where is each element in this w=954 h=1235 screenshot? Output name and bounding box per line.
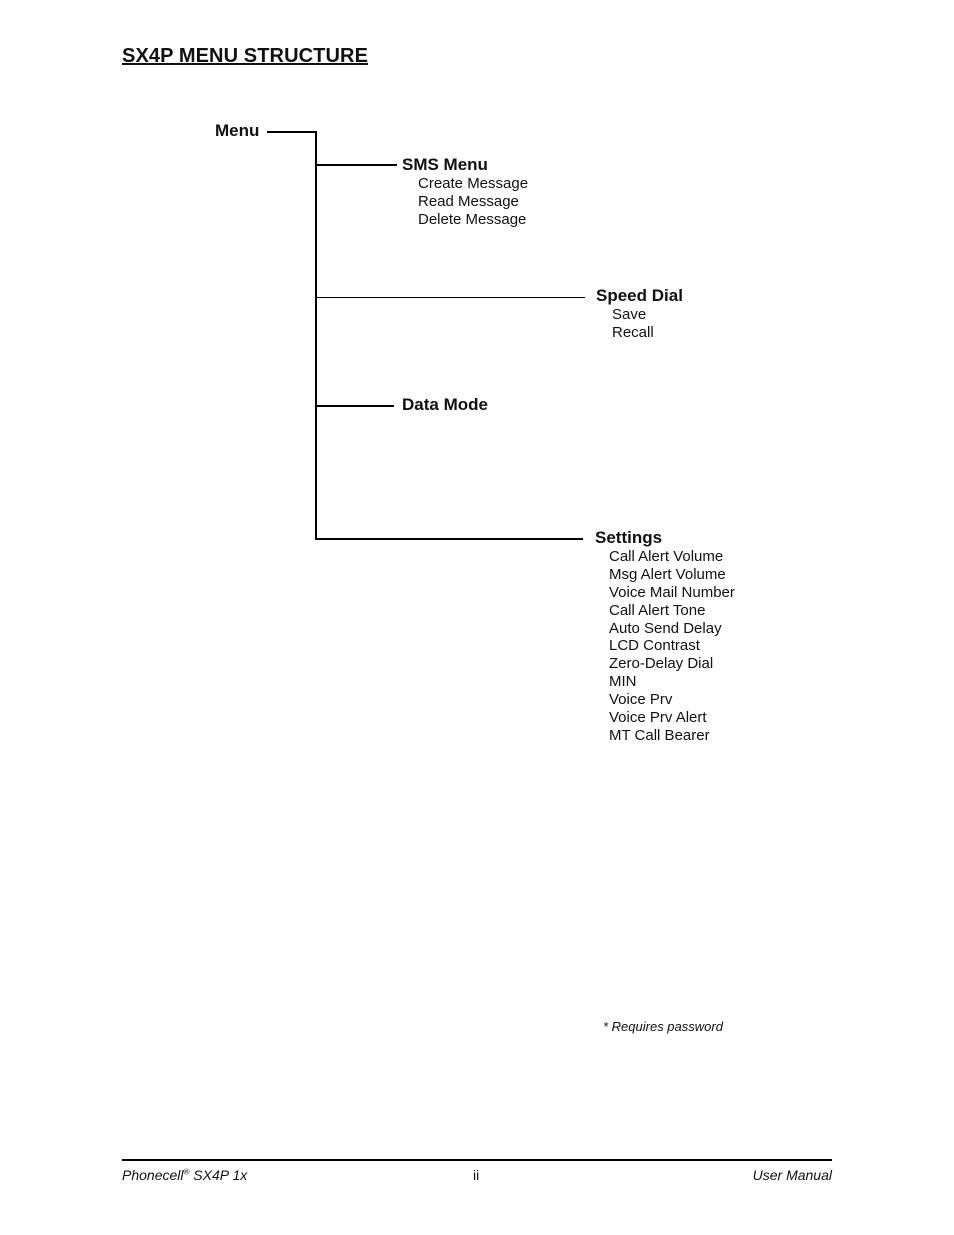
list-item: Recall: [612, 323, 654, 341]
list-item: Read Message: [418, 192, 519, 210]
sms-menu-items: [418, 175, 528, 229]
list-item: Voice Prv: [609, 691, 673, 709]
tree-connector-sms-menu: [315, 164, 397, 166]
tree-connector-speed-dial: [315, 297, 585, 298]
registered-mark: ®: [183, 1167, 190, 1177]
footer-product-name: Phonecell: [122, 1167, 184, 1183]
settings-items: [609, 548, 735, 745]
list-item: Msg Alert Volume: [609, 565, 726, 583]
list-item: MIN: [609, 673, 637, 691]
footer-rule: [122, 1159, 832, 1161]
tree-node-sms-menu: SMS Menu: [402, 155, 488, 174]
footer-document-name: User Manual: [752, 1167, 832, 1183]
tree-connector-settings: [315, 538, 583, 540]
page-title: SX4P MENU STRUCTURE: [122, 45, 369, 67]
list-item: Auto Send Delay: [609, 619, 722, 637]
list-item: Voice Mail Number: [609, 583, 735, 601]
footer-page-number: ii: [473, 1167, 480, 1183]
tree-connector-data-mode: [315, 405, 394, 407]
tree-node-settings: Settings: [595, 528, 663, 547]
list-item: Zero-Delay Dial: [609, 655, 714, 673]
list-item: Voice Prv Alert: [609, 709, 707, 727]
list-item: Delete Message: [418, 210, 527, 228]
speed-dial-items: [612, 306, 654, 342]
footer-model: SX4P 1x: [189, 1167, 248, 1183]
footer-product: [122, 1167, 247, 1183]
tree-connector-root: [267, 131, 317, 133]
tree-root-menu: Menu: [215, 121, 260, 140]
list-item: Call Alert Tone: [609, 601, 706, 619]
list-item: MT Call Bearer: [609, 726, 710, 744]
tree-trunk: [315, 131, 317, 540]
list-item: Call Alert Volume: [609, 548, 724, 565]
list-item: Create Message: [418, 175, 529, 192]
password-note: * Requires password: [603, 1019, 723, 1034]
list-item: LCD Contrast: [609, 637, 700, 655]
tree-node-speed-dial: Speed Dial: [596, 286, 683, 305]
tree-node-data-mode: Data Mode: [402, 395, 488, 414]
list-item: Save: [612, 306, 647, 323]
